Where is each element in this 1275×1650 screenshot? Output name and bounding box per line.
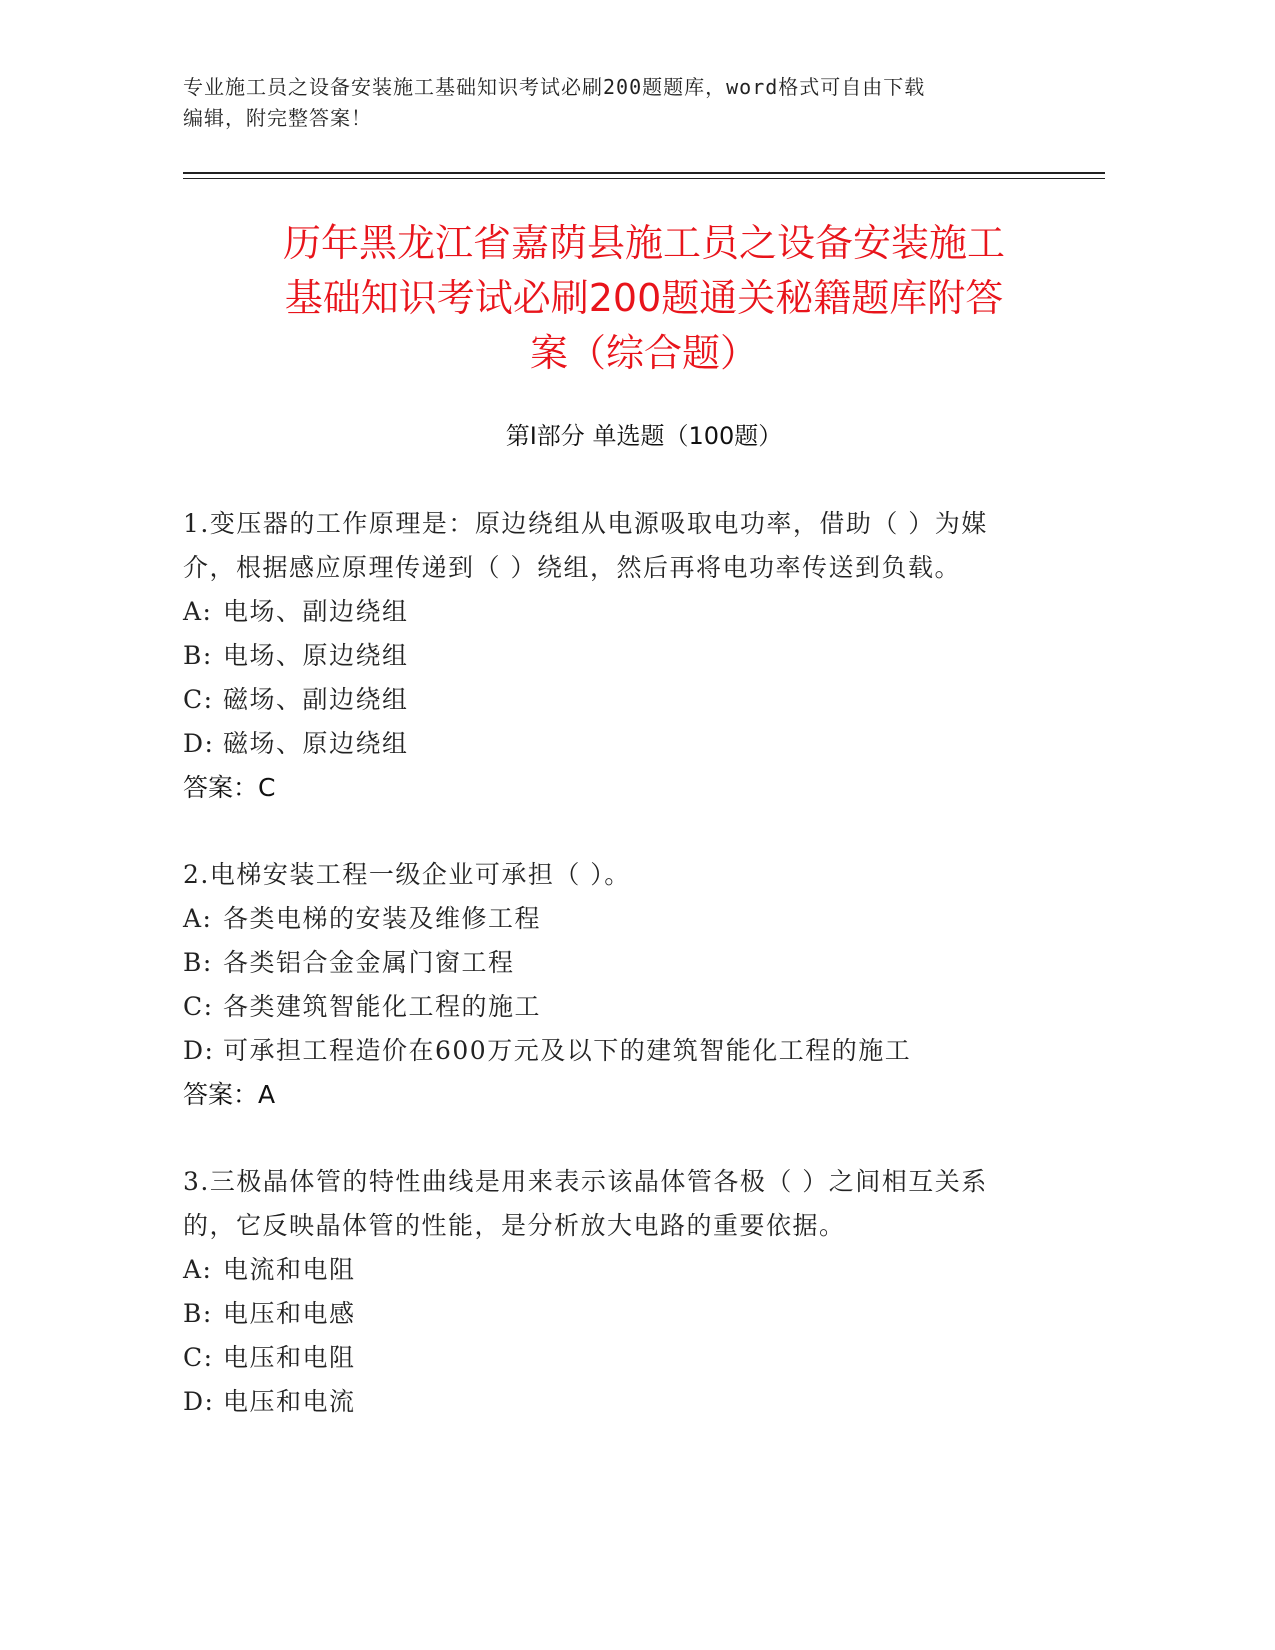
option-letter: A:	[183, 597, 213, 626]
option-letter: A:	[183, 1255, 213, 1284]
header-divider-thin	[183, 178, 1105, 179]
option-letter: C:	[183, 1343, 214, 1372]
question-stem: 1.变压器的工作原理是：原边绕组从电源吸取电功率，借助（ ）为媒介，根据感应原理传递到（ ）绕组，然后再将电功率传送到负载。	[183, 509, 988, 582]
option-text: 电场、副边绕组	[223, 597, 409, 626]
option-d	[183, 1380, 1033, 1424]
option-a	[183, 1248, 1033, 1292]
option-letter: D:	[183, 1387, 215, 1416]
option-text: 电压和电流	[223, 1387, 356, 1416]
header-divider-thick	[183, 172, 1105, 174]
title-line-2: 基础知识考试必刷200题通关秘籍题库附答	[284, 276, 1004, 320]
option-b	[183, 634, 1033, 678]
option-letter: D:	[183, 1036, 215, 1065]
option-c	[183, 985, 1033, 1029]
option-letter: B:	[183, 641, 213, 670]
question-list	[183, 502, 1033, 1467]
option-letter: B:	[183, 948, 213, 977]
question-stem: 2.电梯安装工程一级企业可承担（ ）。	[183, 860, 631, 889]
answer: 答案：C	[183, 773, 276, 802]
option-letter: D:	[183, 729, 215, 758]
option-letter: C:	[183, 685, 214, 714]
header-note-line-2: 编辑，附完整答案！	[183, 106, 372, 130]
option-text: 电场、原边绕组	[223, 641, 409, 670]
option-letter: C:	[183, 992, 214, 1021]
option-c	[183, 1336, 1033, 1380]
answer: 答案：A	[183, 1080, 276, 1109]
title-line-1: 历年黑龙江省嘉荫县施工员之设备安装施工	[282, 221, 1005, 265]
option-d	[183, 722, 1033, 766]
option-c	[183, 678, 1033, 722]
section-title: 第Ⅰ部分 单选题（100题）	[505, 422, 783, 450]
option-text: 各类建筑智能化工程的施工	[223, 992, 542, 1021]
option-a	[183, 897, 1033, 941]
option-text: 电压和电阻	[223, 1343, 356, 1372]
option-letter: A:	[183, 904, 213, 933]
option-text: 磁场、副边绕组	[223, 685, 409, 714]
option-letter: B:	[183, 1299, 213, 1328]
option-b	[183, 1292, 1033, 1336]
option-text: 电压和电感	[223, 1299, 356, 1328]
option-text: 磁场、原边绕组	[223, 729, 409, 758]
question-2	[183, 853, 1033, 1117]
document-title	[183, 216, 1105, 381]
option-text: 各类铝合金金属门窗工程	[223, 948, 515, 977]
option-text: 可承担工程造价在600万元及以下的建筑智能化工程的施工	[223, 1036, 912, 1065]
header-note-line-1: 专业施工员之设备安装施工基础知识考试必刷200题题库，word格式可自由下载	[183, 75, 926, 99]
option-a	[183, 590, 1033, 634]
option-text: 各类电梯的安装及维修工程	[223, 904, 542, 933]
option-d	[183, 1029, 1033, 1073]
question-3	[183, 1160, 1033, 1424]
option-b	[183, 941, 1033, 985]
title-line-3: 案（综合题）	[529, 331, 758, 375]
question-stem: 3.三极晶体管的特性曲线是用来表示该晶体管各极（ ）之间相互关系的，它反映晶体管的性能，是分析放大电路的重要依据。	[183, 1167, 988, 1240]
option-text: 电流和电阻	[223, 1255, 356, 1284]
header-note	[183, 72, 1083, 134]
question-1	[183, 502, 1033, 810]
